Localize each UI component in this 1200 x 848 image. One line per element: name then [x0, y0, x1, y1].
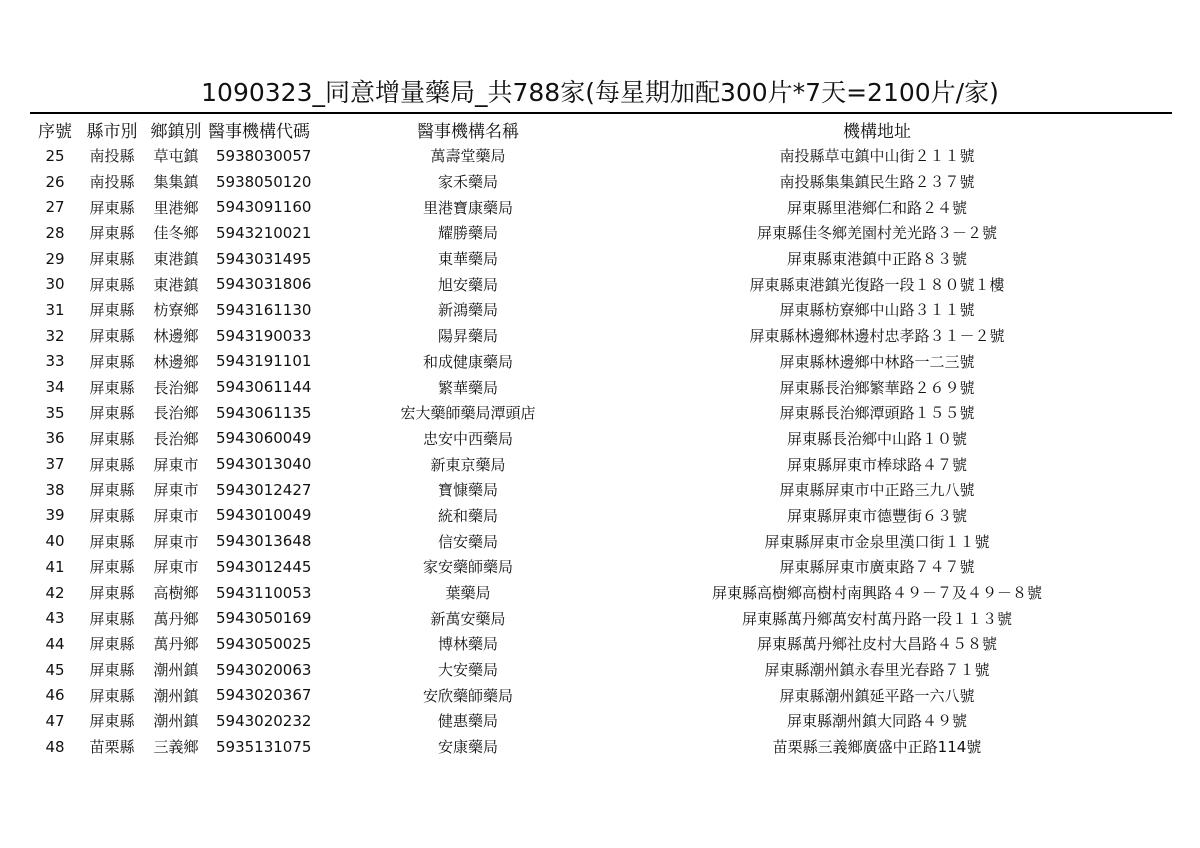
- table-row: [30, 400, 1172, 426]
- cell-seq: 44: [45, 634, 65, 653]
- cell-address: 屏東縣屏東市德豐街６３號: [786, 506, 967, 525]
- cell-seq: 43: [45, 609, 65, 628]
- cell-county: 屏東縣: [89, 327, 135, 346]
- cell-institution-name: 統和藥局: [437, 506, 498, 525]
- cell-institution-code: 5943061135: [216, 403, 312, 422]
- table-row: [30, 426, 1172, 452]
- cell-township: 屏東市: [153, 558, 199, 577]
- page-title: 1090323_同意增量藥局_共788家(每星期加配300片*7天=2100片/家): [201, 78, 999, 107]
- header-institution-code: 醫事機構代碼: [208, 121, 310, 142]
- table-row: [30, 657, 1172, 683]
- cell-seq: 29: [45, 249, 65, 268]
- cell-county: 屏東縣: [89, 429, 135, 448]
- cell-address: 屏東縣屏東市中正路三九八號: [779, 481, 975, 500]
- cell-township: 屏東市: [153, 532, 199, 551]
- cell-county: 屏東縣: [89, 481, 135, 500]
- cell-seq: 30: [45, 275, 65, 294]
- cell-institution-code: 5943091160: [216, 198, 312, 217]
- cell-seq: 31: [45, 300, 65, 319]
- table-body: [30, 143, 1172, 760]
- cell-seq: 33: [45, 352, 65, 371]
- table-row: [30, 605, 1172, 631]
- table-row: [30, 323, 1172, 349]
- cell-address: 屏東縣潮州鎮永春里光春路７１號: [764, 661, 990, 680]
- cell-institution-code: 5943013648: [216, 532, 312, 551]
- cell-township: 潮州鎮: [153, 686, 199, 705]
- table-row: [30, 194, 1172, 220]
- header-rule: [30, 112, 1172, 114]
- cell-institution-code: 5943013040: [216, 455, 312, 474]
- cell-seq: 32: [45, 326, 65, 345]
- cell-seq: 45: [45, 660, 65, 679]
- table-row: [30, 734, 1172, 760]
- cell-county: 屏東縣: [89, 352, 135, 371]
- cell-institution-name: 新鴻藥局: [437, 301, 498, 320]
- cell-seq: 40: [45, 532, 65, 551]
- cell-county: 苗栗縣: [89, 738, 135, 757]
- cell-township: 潮州鎮: [153, 712, 199, 731]
- cell-county: 南投縣: [89, 173, 135, 192]
- cell-institution-name: 家安藥師藥局: [422, 558, 513, 577]
- cell-address: 屏東縣潮州鎮大同路４９號: [786, 712, 967, 731]
- cell-institution-name: 陽昇藥局: [437, 327, 498, 346]
- cell-county: 屏東縣: [89, 198, 135, 217]
- cell-address: 屏東縣枋寮鄉中山路３１１號: [779, 301, 975, 320]
- cell-township: 屏東市: [153, 481, 199, 500]
- cell-address: 屏東縣屏東市廣東路７４７號: [779, 558, 975, 577]
- cell-institution-name: 繁華藥局: [437, 378, 498, 397]
- cell-county: 屏東縣: [89, 301, 135, 320]
- cell-address: 屏東縣長治鄉繁華路２６９號: [779, 378, 975, 397]
- header-seq: 序號: [38, 121, 72, 142]
- cell-institution-code: 5943210021: [216, 223, 312, 242]
- table-row: [30, 682, 1172, 708]
- cell-seq: 36: [45, 429, 65, 448]
- cell-address: 屏東縣萬丹鄉社皮村大昌路４５８號: [756, 635, 997, 654]
- cell-institution-name: 新東京藥局: [430, 455, 506, 474]
- cell-county: 屏東縣: [89, 609, 135, 628]
- cell-institution-code: 5943012445: [216, 557, 312, 576]
- cell-township: 林邊鄉: [153, 352, 199, 371]
- cell-institution-name: 葉藥局: [445, 584, 491, 603]
- cell-institution-name: 耀勝藥局: [437, 224, 498, 243]
- cell-institution-name: 宏大藥師藥局潭頭店: [400, 404, 536, 423]
- cell-township: 草屯鎮: [153, 147, 199, 166]
- cell-township: 佳冬鄉: [153, 224, 199, 243]
- cell-county: 屏東縣: [89, 661, 135, 680]
- header-township: 鄉鎮別: [150, 121, 202, 142]
- cell-institution-name: 安康藥局: [437, 738, 498, 757]
- cell-county: 屏東縣: [89, 712, 135, 731]
- cell-address: 苗栗縣三義鄉廣盛中正路114號: [772, 738, 982, 757]
- cell-township: 三義鄉: [153, 738, 199, 757]
- cell-seq: 34: [45, 378, 65, 397]
- cell-seq: 39: [45, 506, 65, 525]
- cell-institution-name: 博林藥局: [437, 635, 498, 654]
- table-row: [30, 297, 1172, 323]
- cell-address: 南投縣草屯鎮中山街２１１號: [779, 147, 975, 166]
- cell-seq: 27: [45, 198, 65, 217]
- table-row: [30, 554, 1172, 580]
- cell-township: 長治鄉: [153, 429, 199, 448]
- cell-township: 屏東市: [153, 506, 199, 525]
- cell-address: 屏東縣林邊鄉林邊村忠孝路３１－２號: [749, 327, 1005, 346]
- pharmacy-table: [30, 115, 1172, 760]
- cell-address: 屏東縣屏東市棒球路４７號: [786, 455, 967, 474]
- cell-institution-name: 信安藥局: [437, 532, 498, 551]
- cell-institution-name: 寶慷藥局: [437, 481, 498, 500]
- cell-seq: 47: [45, 711, 65, 730]
- table-header-row: [30, 115, 1172, 143]
- cell-institution-code: 5943110053: [216, 583, 312, 602]
- table-row: [30, 220, 1172, 246]
- cell-institution-name: 旭安藥局: [437, 275, 498, 294]
- cell-township: 萬丹鄉: [153, 609, 199, 628]
- table-row: [30, 374, 1172, 400]
- cell-address: 屏東縣潮州鎮延平路一六八號: [779, 686, 975, 705]
- cell-seq: 46: [45, 686, 65, 705]
- cell-institution-code: 5943050169: [216, 609, 312, 628]
- table-row: [30, 631, 1172, 657]
- table-row: [30, 451, 1172, 477]
- cell-institution-code: 5943161130: [216, 300, 312, 319]
- header-address: 機構地址: [843, 121, 911, 142]
- cell-seq: 28: [45, 223, 65, 242]
- cell-county: 屏東縣: [89, 275, 135, 294]
- table-row: [30, 477, 1172, 503]
- cell-address: 屏東縣長治鄉潭頭路１５５號: [779, 404, 975, 423]
- cell-institution-code: 5943191101: [216, 352, 312, 371]
- cell-township: 潮州鎮: [153, 661, 199, 680]
- cell-township: 里港鄉: [153, 198, 199, 217]
- cell-institution-code: 5935131075: [216, 737, 312, 756]
- cell-address: 屏東縣佳冬鄉羌園村羌光路３－２號: [756, 224, 997, 243]
- cell-institution-code: 5943020232: [216, 711, 312, 730]
- cell-institution-code: 5943012427: [216, 480, 312, 499]
- cell-township: 東港鎮: [153, 275, 199, 294]
- table-row: [30, 708, 1172, 734]
- table-row: [30, 503, 1172, 529]
- cell-township: 屏東市: [153, 455, 199, 474]
- cell-address: 屏東縣萬丹鄉萬安村萬丹路一段１１３號: [741, 609, 1012, 628]
- cell-county: 屏東縣: [89, 378, 135, 397]
- cell-address: 屏東縣林邊鄉中林路一二三號: [779, 352, 975, 371]
- cell-institution-code: 5943010049: [216, 506, 312, 525]
- cell-township: 集集鎮: [153, 173, 199, 192]
- cell-institution-name: 萬壽堂藥局: [430, 147, 506, 166]
- cell-institution-code: 5943061144: [216, 378, 312, 397]
- cell-county: 屏東縣: [89, 584, 135, 603]
- cell-address: 屏東縣屏東市金泉里漢口街１１號: [764, 532, 990, 551]
- cell-institution-name: 大安藥局: [437, 661, 498, 680]
- table-row: [30, 580, 1172, 606]
- cell-institution-code: 5938030057: [216, 146, 312, 165]
- cell-township: 萬丹鄉: [153, 635, 199, 654]
- cell-institution-name: 忠安中西藥局: [422, 429, 513, 448]
- cell-institution-name: 健惠藥局: [437, 712, 498, 731]
- cell-township: 枋寮鄉: [153, 301, 199, 320]
- cell-institution-code: 5943031806: [216, 275, 312, 294]
- cell-township: 高樹鄉: [153, 584, 199, 603]
- cell-institution-code: 5943050025: [216, 634, 312, 653]
- cell-county: 屏東縣: [89, 686, 135, 705]
- cell-institution-code: 5943020063: [216, 660, 312, 679]
- cell-institution-name: 里港寶康藥局: [422, 198, 513, 217]
- cell-seq: 48: [45, 737, 65, 756]
- cell-seq: 42: [45, 583, 65, 602]
- cell-address: 屏東縣里港鄉仁和路２４號: [786, 198, 967, 217]
- cell-seq: 35: [45, 403, 65, 422]
- cell-seq: 37: [45, 455, 65, 474]
- cell-address: 南投縣集集鎮民生路２３７號: [779, 173, 975, 192]
- cell-address: 屏東縣東港鎮光復路一段１８０號１樓: [749, 275, 1005, 294]
- cell-township: 林邊鄉: [153, 327, 199, 346]
- cell-address: 屏東縣長治鄉中山路１０號: [786, 429, 967, 448]
- table-row: [30, 143, 1172, 169]
- cell-institution-code: 5938050120: [216, 172, 312, 191]
- cell-township: 東港鎮: [153, 250, 199, 269]
- table-row: [30, 349, 1172, 375]
- cell-address: 屏東縣東港鎮中正路８３號: [786, 250, 967, 269]
- table-row: [30, 271, 1172, 297]
- cell-seq: 41: [45, 557, 65, 576]
- cell-institution-code: 5943020367: [216, 686, 312, 705]
- cell-institution-code: 5943031495: [216, 249, 312, 268]
- cell-county: 屏東縣: [89, 404, 135, 423]
- cell-institution-code: 5943190033: [216, 326, 312, 345]
- cell-seq: 26: [45, 172, 65, 191]
- cell-institution-name: 和成健康藥局: [422, 352, 513, 371]
- cell-institution-name: 新萬安藥局: [430, 609, 506, 628]
- header-institution-name: 醫事機構名稱: [417, 121, 519, 142]
- table-row: [30, 169, 1172, 195]
- cell-institution-name: 家禾藥局: [437, 173, 498, 192]
- cell-county: 屏東縣: [89, 558, 135, 577]
- cell-township: 長治鄉: [153, 404, 199, 423]
- cell-county: 屏東縣: [89, 635, 135, 654]
- cell-institution-name: 東華藥局: [437, 250, 498, 269]
- header-county: 縣市別: [86, 121, 138, 142]
- cell-township: 長治鄉: [153, 378, 199, 397]
- cell-seq: 38: [45, 480, 65, 499]
- cell-county: 屏東縣: [89, 250, 135, 269]
- cell-county: 屏東縣: [89, 224, 135, 243]
- cell-county: 屏東縣: [89, 506, 135, 525]
- table-row: [30, 246, 1172, 272]
- cell-county: 屏東縣: [89, 455, 135, 474]
- cell-county: 屏東縣: [89, 532, 135, 551]
- cell-address: 屏東縣高樹鄉高樹村南興路４９－７及４９－８號: [711, 584, 1042, 603]
- cell-seq: 25: [45, 146, 65, 165]
- cell-county: 南投縣: [89, 147, 135, 166]
- table-row: [30, 528, 1172, 554]
- cell-institution-name: 安欣藥師藥局: [422, 686, 513, 705]
- cell-institution-code: 5943060049: [216, 429, 312, 448]
